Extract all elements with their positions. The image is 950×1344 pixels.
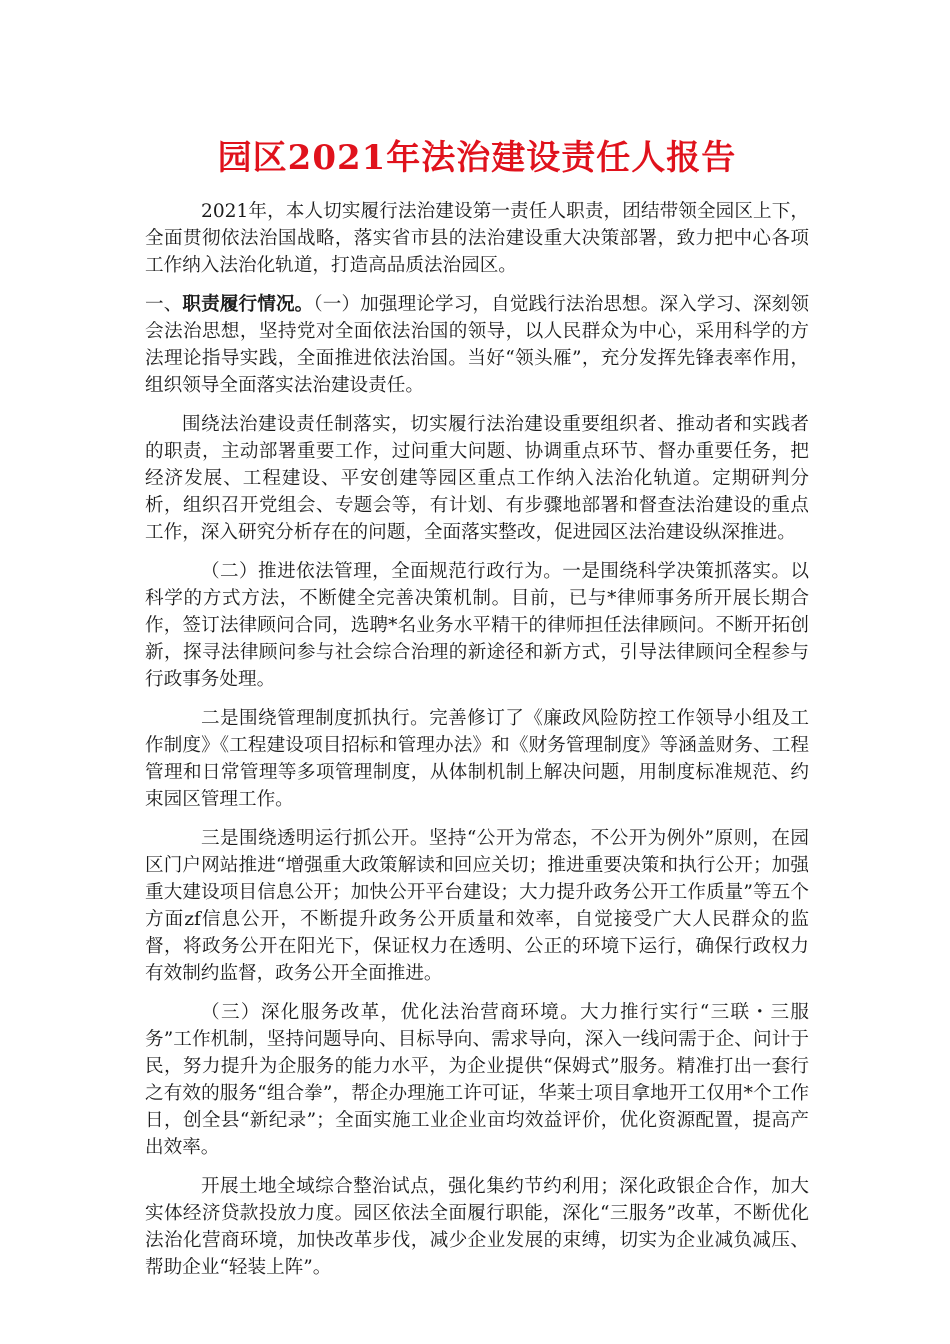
body-paragraph-5: （三）深化服务改革，优化法治营商环境。大力推行实行“三联・三服务”工作机制，坚持问题导向、目标导向、需求导向，深入一线问需于企、问计于民，努力提升为企服务的能力水平，为企业提供“保姆式”服务。精准打出一套行之有效的服务“组合拳”，帮企办理施工许可证，华莱士项目拿地开工仅用*个工作日，创全县“新纪录”；全面实施工业企业亩均效益评价，优化资源配置，提高产出效率。 <box>145 1002 809 1158</box>
body-paragraph-3: 二是围绕管理制度抓执行。完善修订了《廉政风险防控工作领导小组及工作制度》《工程建设项目招标和管理办法》和《财务管理制度》等涵盖财务、工程管理和日常管理等多项管理制度，从体制机制上解决问题，用制度标准规范、约束园区管理工作。 <box>145 708 809 810</box>
document-page <box>145 128 809 1293</box>
section1-paragraph <box>145 291 809 399</box>
intro-paragraph: 2021年，本人切实履行法治建设第一责任人职责，团结带领全园区上下，全面贯彻依法治国战略，落实省市县的法治建设重大决策部署，致力把中心各项工作纳入法治化轨道，打造高品质法治园区。 <box>145 201 809 276</box>
document-title: 园区2021年法治建设责任人报告 <box>217 138 737 178</box>
section1-prefix: 一、 <box>145 294 183 315</box>
body-paragraph-2: （二）推进依法管理，全面规范行政行为。一是围绕科学决策抓落实。以科学的方式方法，不断健全完善决策机制。目前，已与*律师事务所开展长期合作，签订法律顾问合同，选聘*名业务水平精干的律师担任法律顾问。不断开拓创新，探寻法律顾问参与社会综合治理的新途径和新方式，引导法律顾问全程参与行政事务处理。 <box>145 561 809 690</box>
body-paragraph-1: 围绕法治建设责任制落实，切实履行法治建设重要组织者、推动者和实践者的职责，主动部署重要工作，过问重大问题、协调重点环节、督办重要任务，把经济发展、工程建设、平安创建等园区重点工作纳入法治化轨道。定期研判分析，组织召开党组会、专题会等，有计划、有步骤地部署和督查法治建设的重点工作，深入研究分析存在的问题，全面落实整改，促进园区法治建设纵深推进。 <box>145 414 809 543</box>
body-paragraph-4: 三是围绕透明运行抓公开。坚持“公开为常态，不公开为例外”原则，在园区门户网站推进“增强重大政策解读和回应关切；推进重要决策和执行公开；加强重大建设项目信息公开；加快公开平台建设；大力提升政务公开工作质量”等五个方面zf信息公开，不断提升政务公开质量和效率，自觉接受广大人民群众的监督，将政务公开在阳光下，保证权力在透明、公正的环境下运行，确保行政权力有效制约监督，政务公开全面推进。 <box>145 828 809 984</box>
section1-text: （一）加强理论学习，自觉践行法治思想。深入学习、深刻领会法治思想，坚持党对全面依法治国的领导，以人民群众为中心，采用科学的方法理论指导实践，全面推进依法治国。当好“领头雁”，充分发挥先锋表率作用，组织领导全面落实法治建设责任。 <box>145 294 809 396</box>
body-paragraph-6: 开展土地全域综合整治试点，强化集约节约利用；深化政银企合作，加大实体经济贷款投放力度。园区依法全面履行职能，深化“三服务”改革，不断优化法治化营商环境，加快改革步伐，减少企业发展的束缚，切实为企业减负减压、帮助企业“轻装上阵”。 <box>145 1176 809 1278</box>
section1-heading: 职责履行情况。 <box>182 294 314 315</box>
